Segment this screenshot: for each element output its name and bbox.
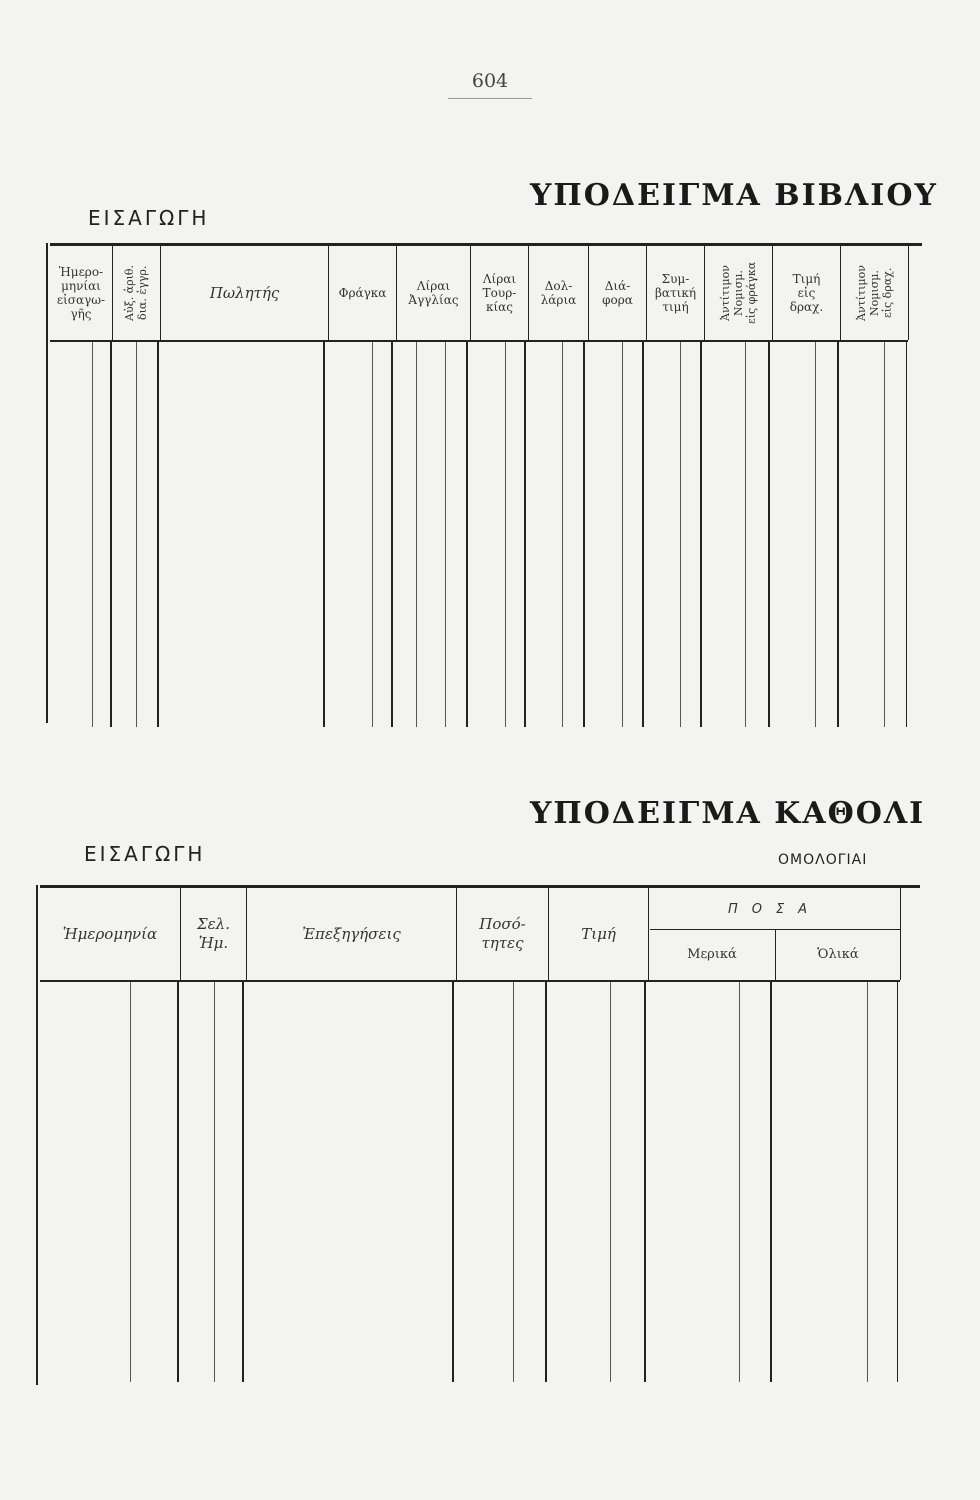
col-group-amounts: ΠΟΣΑ (727, 902, 822, 917)
book-sample-table (0, 0, 980, 740)
col-journal-page: Σελ. Ἡμ. (197, 915, 230, 952)
col-seller: Πωλητής (209, 283, 280, 302)
katholi-subsection-label: ΟΜΟΛΟΓΙΑΙ (778, 852, 868, 868)
katholi-section-label: ΕΙΣΑΓΩΓΗ (84, 842, 206, 866)
col-quantities: Ποσό- τητες (479, 915, 526, 952)
page-number: 604 (471, 70, 509, 92)
col-various: Διά- φορα (602, 279, 633, 307)
col-dollars: Δολ- λάρια (540, 279, 577, 307)
col-date: Ἡμερομηνία (62, 924, 158, 943)
col-equivalent-drachmas: Ἀντίτιμον Νομισμ. εἰς δραχ. (855, 265, 894, 321)
col-contract-price: Συμ- βατική τιμή (654, 272, 697, 314)
col-total: Ὁλικά (817, 947, 859, 962)
col-francs: Φράγκα (338, 286, 387, 300)
book-section-label: ΕΙΣΑΓΩΓΗ (88, 206, 210, 230)
katholi-sample-title: ΥΠΟΔΕΙΓΜΑ ΚΑΘΟΛΙ (530, 796, 926, 831)
col-partial: Μερικά (687, 947, 737, 962)
col-equivalent-francs: Ἀντίτιμον Νομισμ. εἰς φράγκα (719, 261, 758, 325)
col-price-drachmas: Τιμή εἰς δραχ. (789, 272, 824, 314)
col-price: Τιμή (581, 924, 616, 943)
book-sample-title: ΥΠΟΔΕΙΓΜΑ ΒΙΒΛΙΟΥ (530, 178, 938, 213)
col-explanations: Ἐπεξηγήσεις (302, 924, 401, 943)
col-serial-number: Αὐξ. ἀριθ. δια. ἐγγρ. (123, 265, 149, 322)
katholi-sample-table (0, 860, 980, 1380)
col-pounds-turkey: Λίραι Τουρ- κίας (482, 272, 517, 314)
col-pounds-england: Λίραι Ἀγγλίας (408, 279, 459, 307)
col-entry-date: Ἡμερο- μηνίαι εἰσαγω- γῆς (56, 265, 106, 321)
